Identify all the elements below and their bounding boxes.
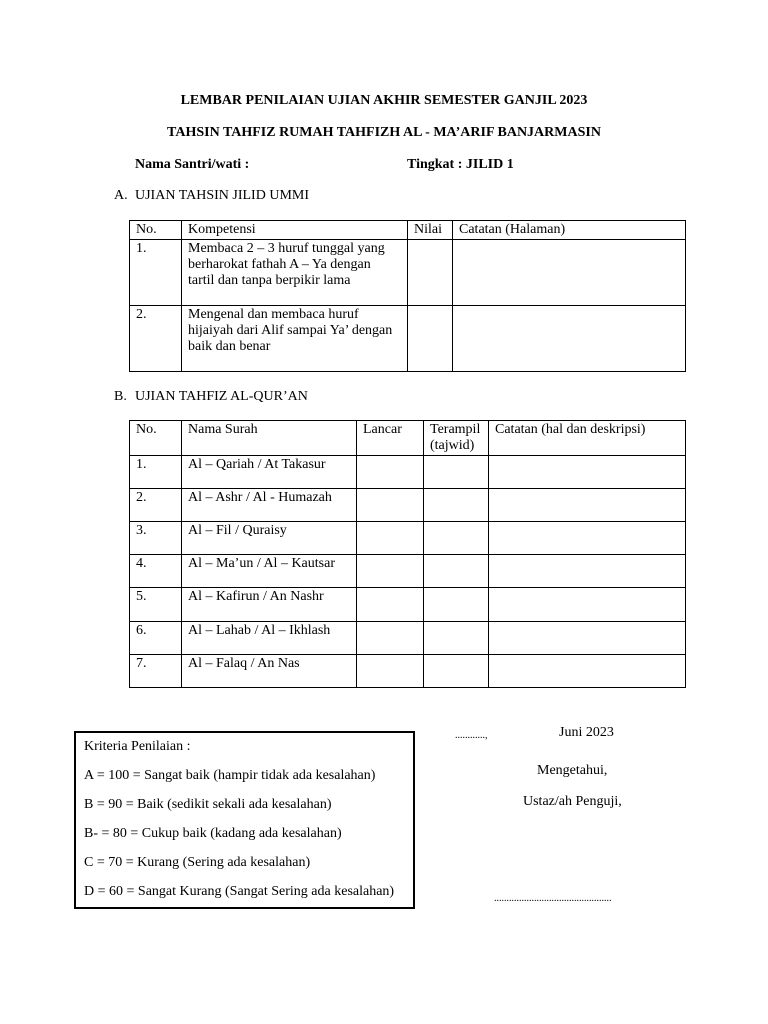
tahfiz-col-no: No.: [130, 421, 182, 456]
lancar-cell[interactable]: [357, 489, 424, 522]
surah-name: Al – Ma’un / Al – Kautsar: [182, 555, 357, 588]
form-subtitle: TAHSIN TAHFIZ RUMAH TAHFIZH AL - MA’ARIF BANJARMASIN: [167, 125, 601, 140]
table-row: [130, 240, 686, 306]
mengetahui-text: Mengetahui,: [537, 763, 608, 778]
row-number: 5.: [130, 588, 182, 622]
row-number: 7.: [130, 655, 182, 688]
kriteria-item: B = 90 = Baik (sedikit sekali ada kesalahan): [84, 797, 332, 812]
kompetensi-cell: [182, 306, 408, 372]
section-a-heading: UJIAN TAHSIN JILID UMMI: [135, 188, 310, 203]
kompetensi-cell: [182, 240, 408, 306]
tahfiz-table: [129, 420, 686, 688]
terampil-cell[interactable]: [424, 555, 489, 588]
form-title: LEMBAR PENILAIAN UJIAN AKHIR SEMESTER GANJIL 2023: [180, 93, 588, 108]
surah-name: Al – Fil / Quraisy: [182, 522, 357, 555]
terampil-cell[interactable]: [424, 588, 489, 622]
row-number: 1.: [130, 456, 182, 489]
tahsin-col-nilai: Nilai: [408, 221, 453, 240]
table-row: [130, 622, 686, 655]
terampil-cell[interactable]: [424, 622, 489, 655]
penguji-role: Ustaz/ah Penguji,: [523, 794, 622, 809]
kompetensi-line: baik dan benar: [188, 339, 271, 354]
kriteria-penilaian-box: [74, 731, 415, 909]
nama-santri-label: Nama Santri/wati :: [135, 157, 250, 172]
row-number: 3.: [130, 522, 182, 555]
surah-name: Al – Lahab / Al – Ikhlash: [182, 622, 357, 655]
terampil-cell[interactable]: [424, 655, 489, 688]
signature-name-dots: ...............................................: [494, 893, 612, 904]
lancar-cell[interactable]: [357, 456, 424, 489]
kompetensi-line: Membaca 2 – 3 huruf tunggal yang: [188, 241, 385, 256]
kriteria-item: D = 60 = Sangat Kurang (Sangat Sering ada kesalahan): [84, 884, 395, 899]
tajwid-label: (tajwid): [430, 438, 475, 453]
kriteria-item: C = 70 = Kurang (Sering ada kesalahan): [84, 855, 311, 870]
tahfiz-col-terampil: [424, 421, 489, 456]
table-row: [130, 555, 686, 588]
terampil-cell[interactable]: [424, 522, 489, 555]
catatan-cell[interactable]: [453, 306, 686, 372]
table-row: [130, 522, 686, 555]
tahfiz-header-row: [130, 421, 686, 456]
row-number: 4.: [130, 555, 182, 588]
row-number: 1.: [130, 240, 182, 306]
lancar-cell[interactable]: [357, 655, 424, 688]
date-text: Juni 2023: [559, 725, 614, 740]
catatan-cell[interactable]: [453, 240, 686, 306]
section-b-heading: UJIAN TAHFIZ AL-QUR’AN: [135, 389, 308, 404]
kriteria-item: B- = 80 = Cukup baik (kadang ada kesalahan): [84, 826, 342, 841]
tahsin-col-catatan: Catatan (Halaman): [453, 221, 686, 240]
row-number: 2.: [130, 306, 182, 372]
nilai-cell[interactable]: [408, 240, 453, 306]
terampil-cell[interactable]: [424, 456, 489, 489]
kompetensi-line: hijaiyah dari Alif sampai Ya’ dengan: [188, 323, 393, 338]
catatan-cell[interactable]: [489, 655, 686, 688]
kompetensi-line: tartil dan tanpa berpikir lama: [188, 273, 351, 288]
tingkat-label: Tingkat : JILID 1: [407, 157, 514, 172]
catatan-cell[interactable]: [489, 555, 686, 588]
tahfiz-col-nama-surah: Nama Surah: [182, 421, 357, 456]
terampil-cell[interactable]: [424, 489, 489, 522]
catatan-cell[interactable]: [489, 622, 686, 655]
kompetensi-line: berharokat fathah A – Ya dengan: [188, 257, 371, 272]
section-b-letter: B.: [114, 389, 127, 404]
lancar-cell[interactable]: [357, 555, 424, 588]
lancar-cell[interactable]: [357, 522, 424, 555]
kriteria-title: Kriteria Penilaian :: [84, 739, 191, 754]
tahsin-col-kompetensi: Kompetensi: [182, 221, 408, 240]
row-number: 2.: [130, 489, 182, 522]
table-row: [130, 306, 686, 372]
tahsin-table: [129, 220, 686, 372]
nilai-cell[interactable]: [408, 306, 453, 372]
lancar-cell[interactable]: [357, 588, 424, 622]
surah-name: Al – Falaq / An Nas: [182, 655, 357, 688]
kriteria-item: A = 100 = Sangat baik (hampir tidak ada kesalahan): [84, 768, 376, 783]
kompetensi-line: Mengenal dan membaca huruf: [188, 307, 359, 322]
tahfiz-col-lancar: Lancar: [357, 421, 424, 456]
catatan-cell[interactable]: [489, 588, 686, 622]
tahfiz-col-catatan: Catatan (hal dan deskripsi): [489, 421, 686, 456]
section-a-letter: A.: [114, 188, 128, 203]
tahsin-col-no: No.: [130, 221, 182, 240]
surah-name: Al – Qariah / At Takasur: [182, 456, 357, 489]
terampil-label: Terampil: [430, 422, 481, 437]
catatan-cell[interactable]: [489, 489, 686, 522]
table-row: [130, 489, 686, 522]
table-row: [130, 655, 686, 688]
surah-name: Al – Ashr / Al - Humazah: [182, 489, 357, 522]
tahsin-header-row: [130, 221, 686, 240]
lancar-cell[interactable]: [357, 622, 424, 655]
table-row: [130, 456, 686, 489]
place-dots: ............,: [455, 730, 488, 741]
table-row: [130, 588, 686, 622]
surah-name: Al – Kafirun / An Nashr: [182, 588, 357, 622]
catatan-cell[interactable]: [489, 522, 686, 555]
row-number: 6.: [130, 622, 182, 655]
catatan-cell[interactable]: [489, 456, 686, 489]
